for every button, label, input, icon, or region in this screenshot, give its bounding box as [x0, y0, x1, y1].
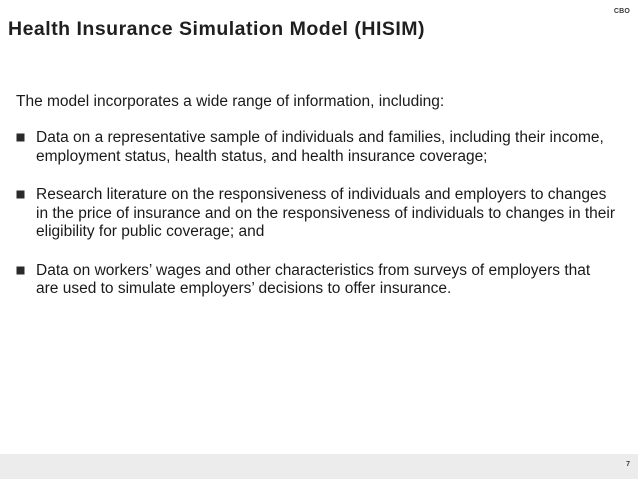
bullet-item [16, 129, 616, 166]
bullet-item [16, 186, 616, 242]
intro-text: The model incorporates a wide range of information, including: [16, 93, 445, 110]
slide-title: Health Insurance Simulation Model (HISIM) [8, 18, 426, 40]
bullet-text: Research literature on the responsiveness of individuals and employers to changes in the price of insurance and on the responsiveness of individuals to changes in their eligibility for public coverage; and [36, 186, 616, 240]
square-bullet-icon [16, 190, 25, 199]
brand-label: CBO [613, 8, 630, 15]
page-number: 7 [626, 461, 630, 468]
bullet-item [16, 262, 616, 299]
slide-content [16, 92, 616, 319]
bullet-text: Data on workers’ wages and other characteristics from surveys of employers that are used to simulate employers’ decisions to offer insurance. [36, 261, 591, 297]
bullet-list [16, 129, 616, 299]
bullet-text: Data on a representative sample of individuals and families, including their income, employment status, health status, and health insurance coverage; [36, 129, 604, 165]
square-bullet-icon [16, 266, 25, 275]
square-bullet-icon [16, 133, 25, 142]
footer-bar [0, 454, 638, 479]
